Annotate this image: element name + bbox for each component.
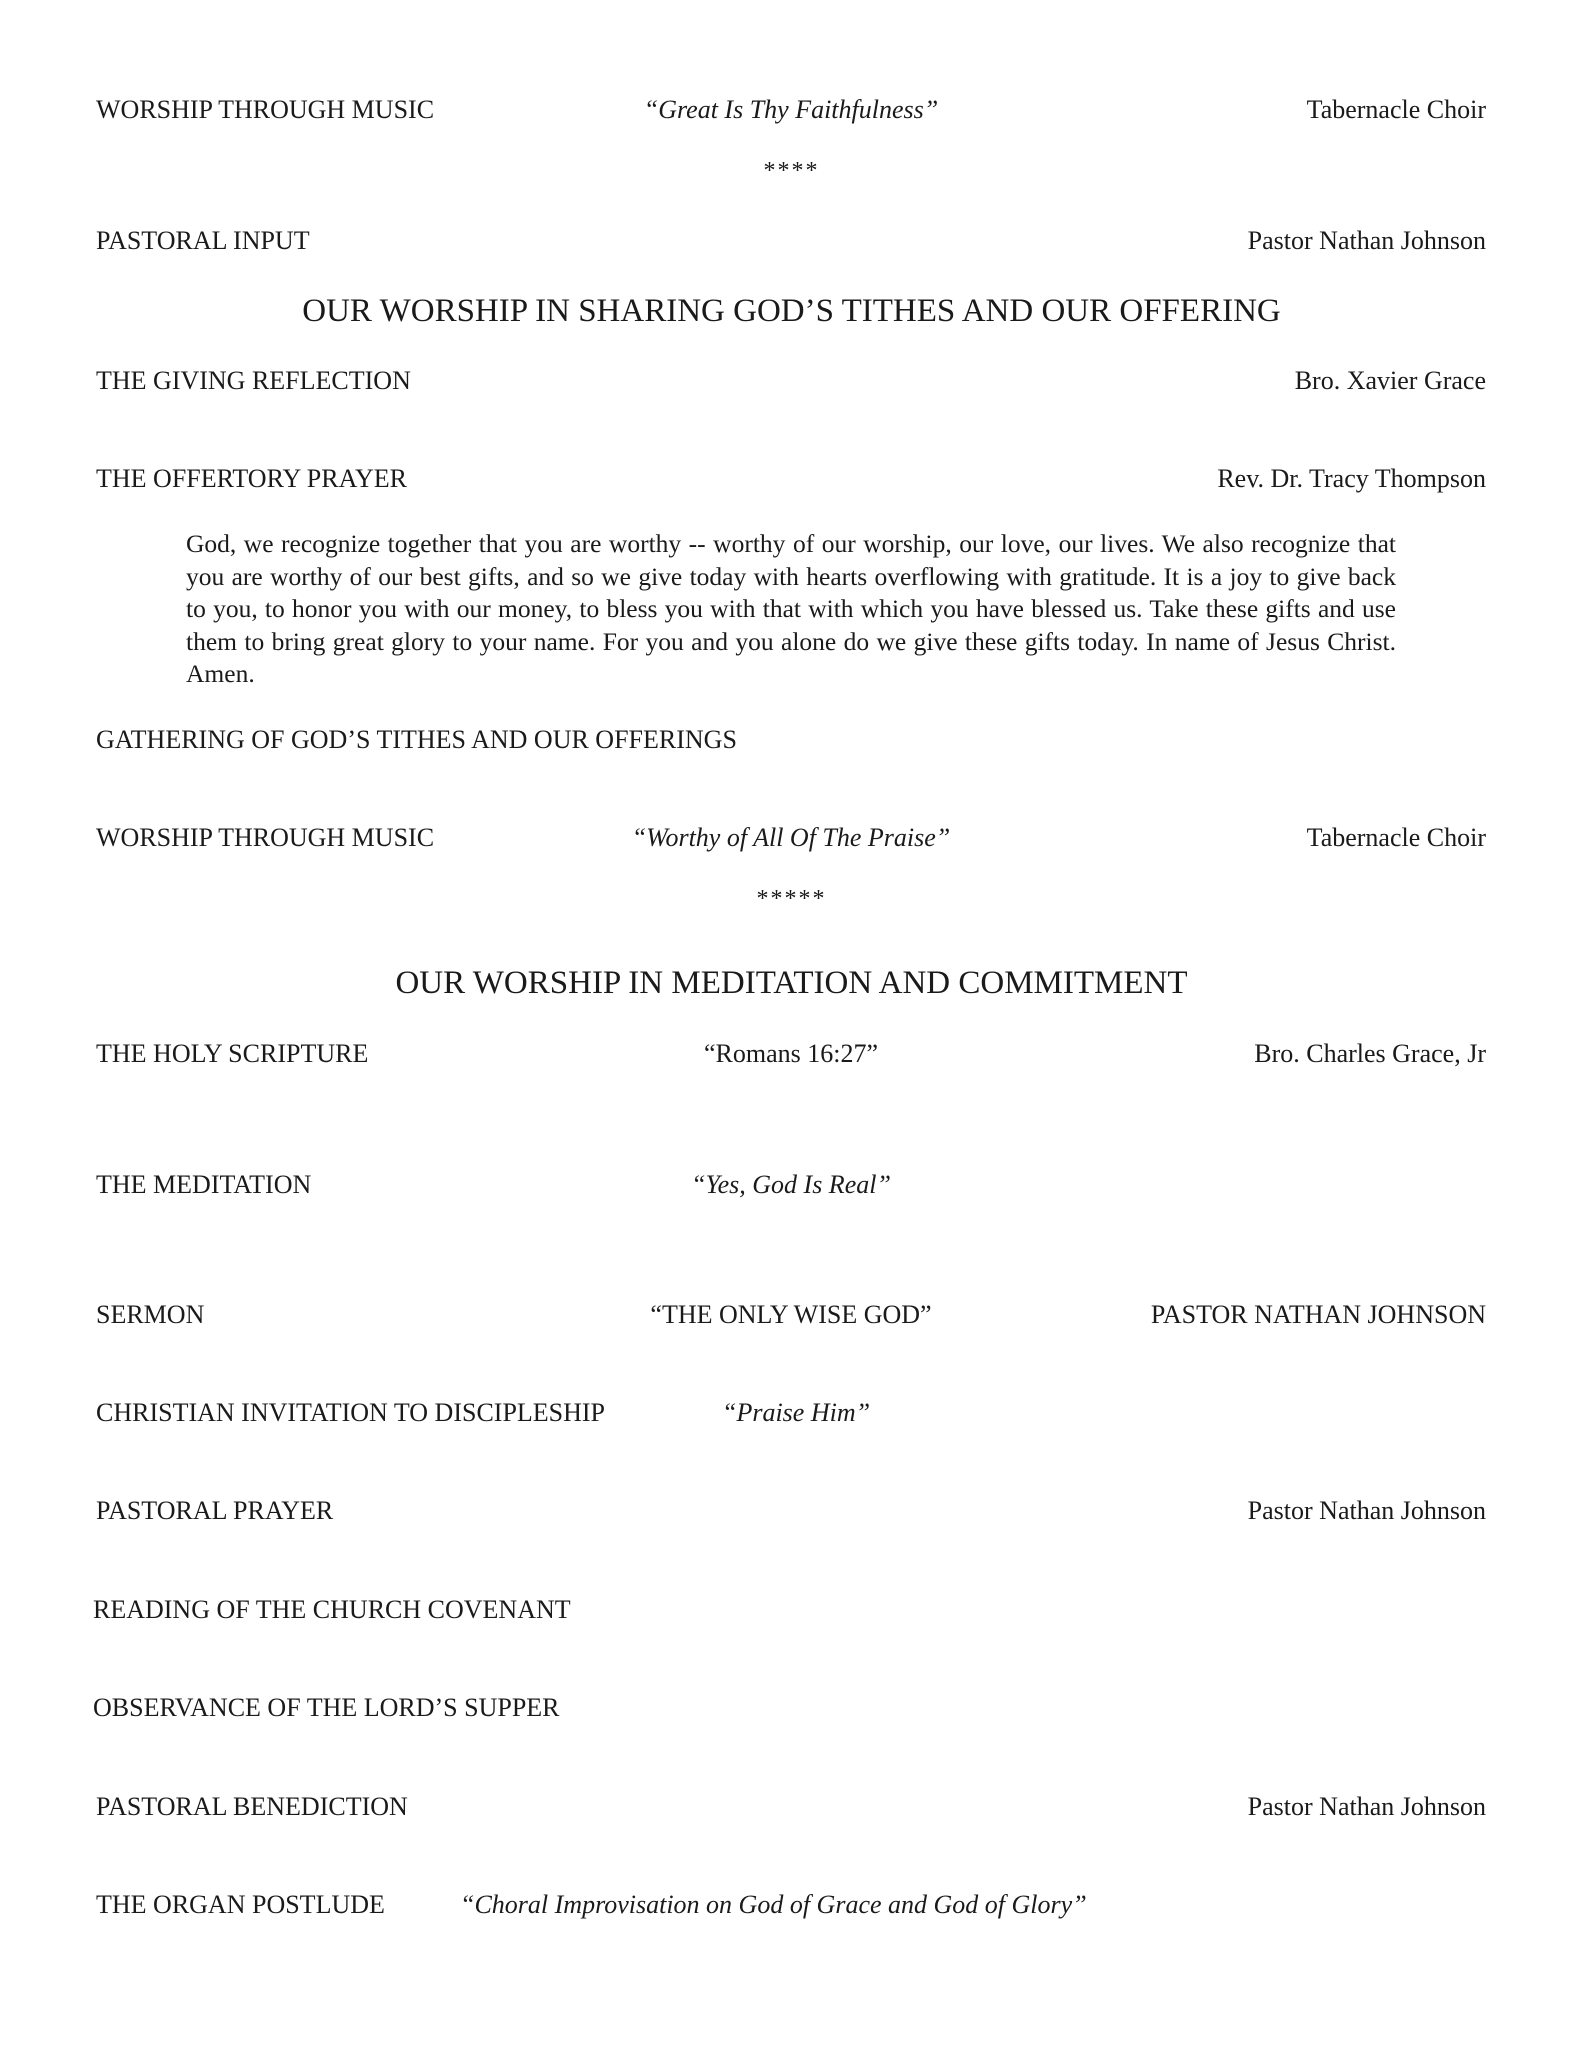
program-item-covenant (93, 1592, 1483, 1628)
item-person: Tabernacle Choir (1306, 95, 1486, 124)
item-title: “Praise Him” (722, 1398, 871, 1427)
item-label: THE GIVING REFLECTION (96, 366, 411, 395)
program-item-sermon (96, 1297, 1486, 1333)
item-title: “Great Is Thy Faithfulness” (643, 95, 939, 124)
program-item-invitation (96, 1395, 1486, 1431)
item-label: READING OF THE CHURCH COVENANT (93, 1595, 571, 1624)
item-person: Pastor Nathan Johnson (1247, 1496, 1486, 1525)
item-label: THE HOLY SCRIPTURE (96, 1039, 369, 1068)
program-item-postlude (96, 1887, 1486, 1923)
item-label: OBSERVANCE OF THE LORD’S SUPPER (93, 1693, 560, 1722)
item-title: “Yes, God Is Real” (691, 1170, 891, 1199)
item-label: PASTORAL INPUT (96, 226, 310, 255)
item-label: WORSHIP THROUGH MUSIC (96, 95, 435, 124)
item-title: “Choral Improvisation on God of Grace and God of Glory” (460, 1890, 1087, 1919)
item-label: SERMON (96, 1300, 205, 1329)
item-label: GATHERING OF GOD’S TITHES AND OUR OFFERINGS (96, 725, 737, 754)
item-person: Bro. Xavier Grace (1294, 366, 1486, 395)
program-item-pastoral-input (96, 223, 1486, 259)
item-person: Pastor Nathan Johnson (1247, 1792, 1486, 1821)
program-item-gathering (96, 722, 1486, 758)
item-label: THE ORGAN POSTLUDE (96, 1890, 385, 1919)
item-label: THE OFFERTORY PRAYER (96, 464, 407, 493)
item-title: “THE ONLY WISE GOD” (650, 1300, 932, 1329)
item-title: “Romans 16:27” (703, 1039, 879, 1068)
item-label: WORSHIP THROUGH MUSIC (96, 823, 435, 852)
item-label: THE MEDITATION (96, 1170, 312, 1199)
item-label: PASTORAL BENEDICTION (96, 1792, 408, 1821)
item-person: Tabernacle Choir (1306, 823, 1486, 852)
program-item-meditation (96, 1167, 1486, 1203)
separator-stars: **** (763, 158, 820, 184)
item-person: Rev. Dr. Tracy Thompson (1217, 464, 1486, 493)
program-item-giving-reflection (96, 363, 1486, 399)
separator-stars: ***** (756, 886, 827, 912)
program-item-music-1 (96, 92, 1486, 128)
item-person: Bro. Charles Grace, Jr (1254, 1039, 1486, 1068)
item-person: Pastor Nathan Johnson (1247, 226, 1486, 255)
item-label: CHRISTIAN INVITATION TO DISCIPLESHIP (96, 1398, 606, 1427)
item-person: PASTOR NATHAN JOHNSON (1150, 1300, 1486, 1329)
program-item-lords-supper (93, 1690, 1483, 1726)
item-label: PASTORAL PRAYER (96, 1496, 334, 1525)
program-item-scripture (96, 1036, 1486, 1072)
offertory-prayer-text: God, we recognize together that you are worthy -- worthy of our worship, our love, our lives. We also recognize that you are worthy of our best gifts, and so we give today with hearts overflowing with gratitude. It is a joy to give back to you, to honor you with our money, to bless you with that with which you have blessed us. Take these gifts and use them to bring great glory to your name. For you and you alone do we give these gifts today. In name of Jesus Christ. Amen. (186, 529, 1396, 688)
item-title: “Worthy of All Of The Praise” (631, 823, 951, 852)
section-heading-meditation: OUR WORSHIP IN MEDITATION AND COMMITMENT (395, 965, 1188, 1001)
program-item-benediction (96, 1789, 1486, 1825)
program-item-pastoral-prayer (96, 1493, 1486, 1529)
section-heading-tithes: OUR WORSHIP IN SHARING GOD’S TITHES AND OUR OFFERING (302, 293, 1281, 329)
program-item-offertory-prayer (96, 461, 1486, 497)
program-item-music-2 (96, 820, 1486, 856)
